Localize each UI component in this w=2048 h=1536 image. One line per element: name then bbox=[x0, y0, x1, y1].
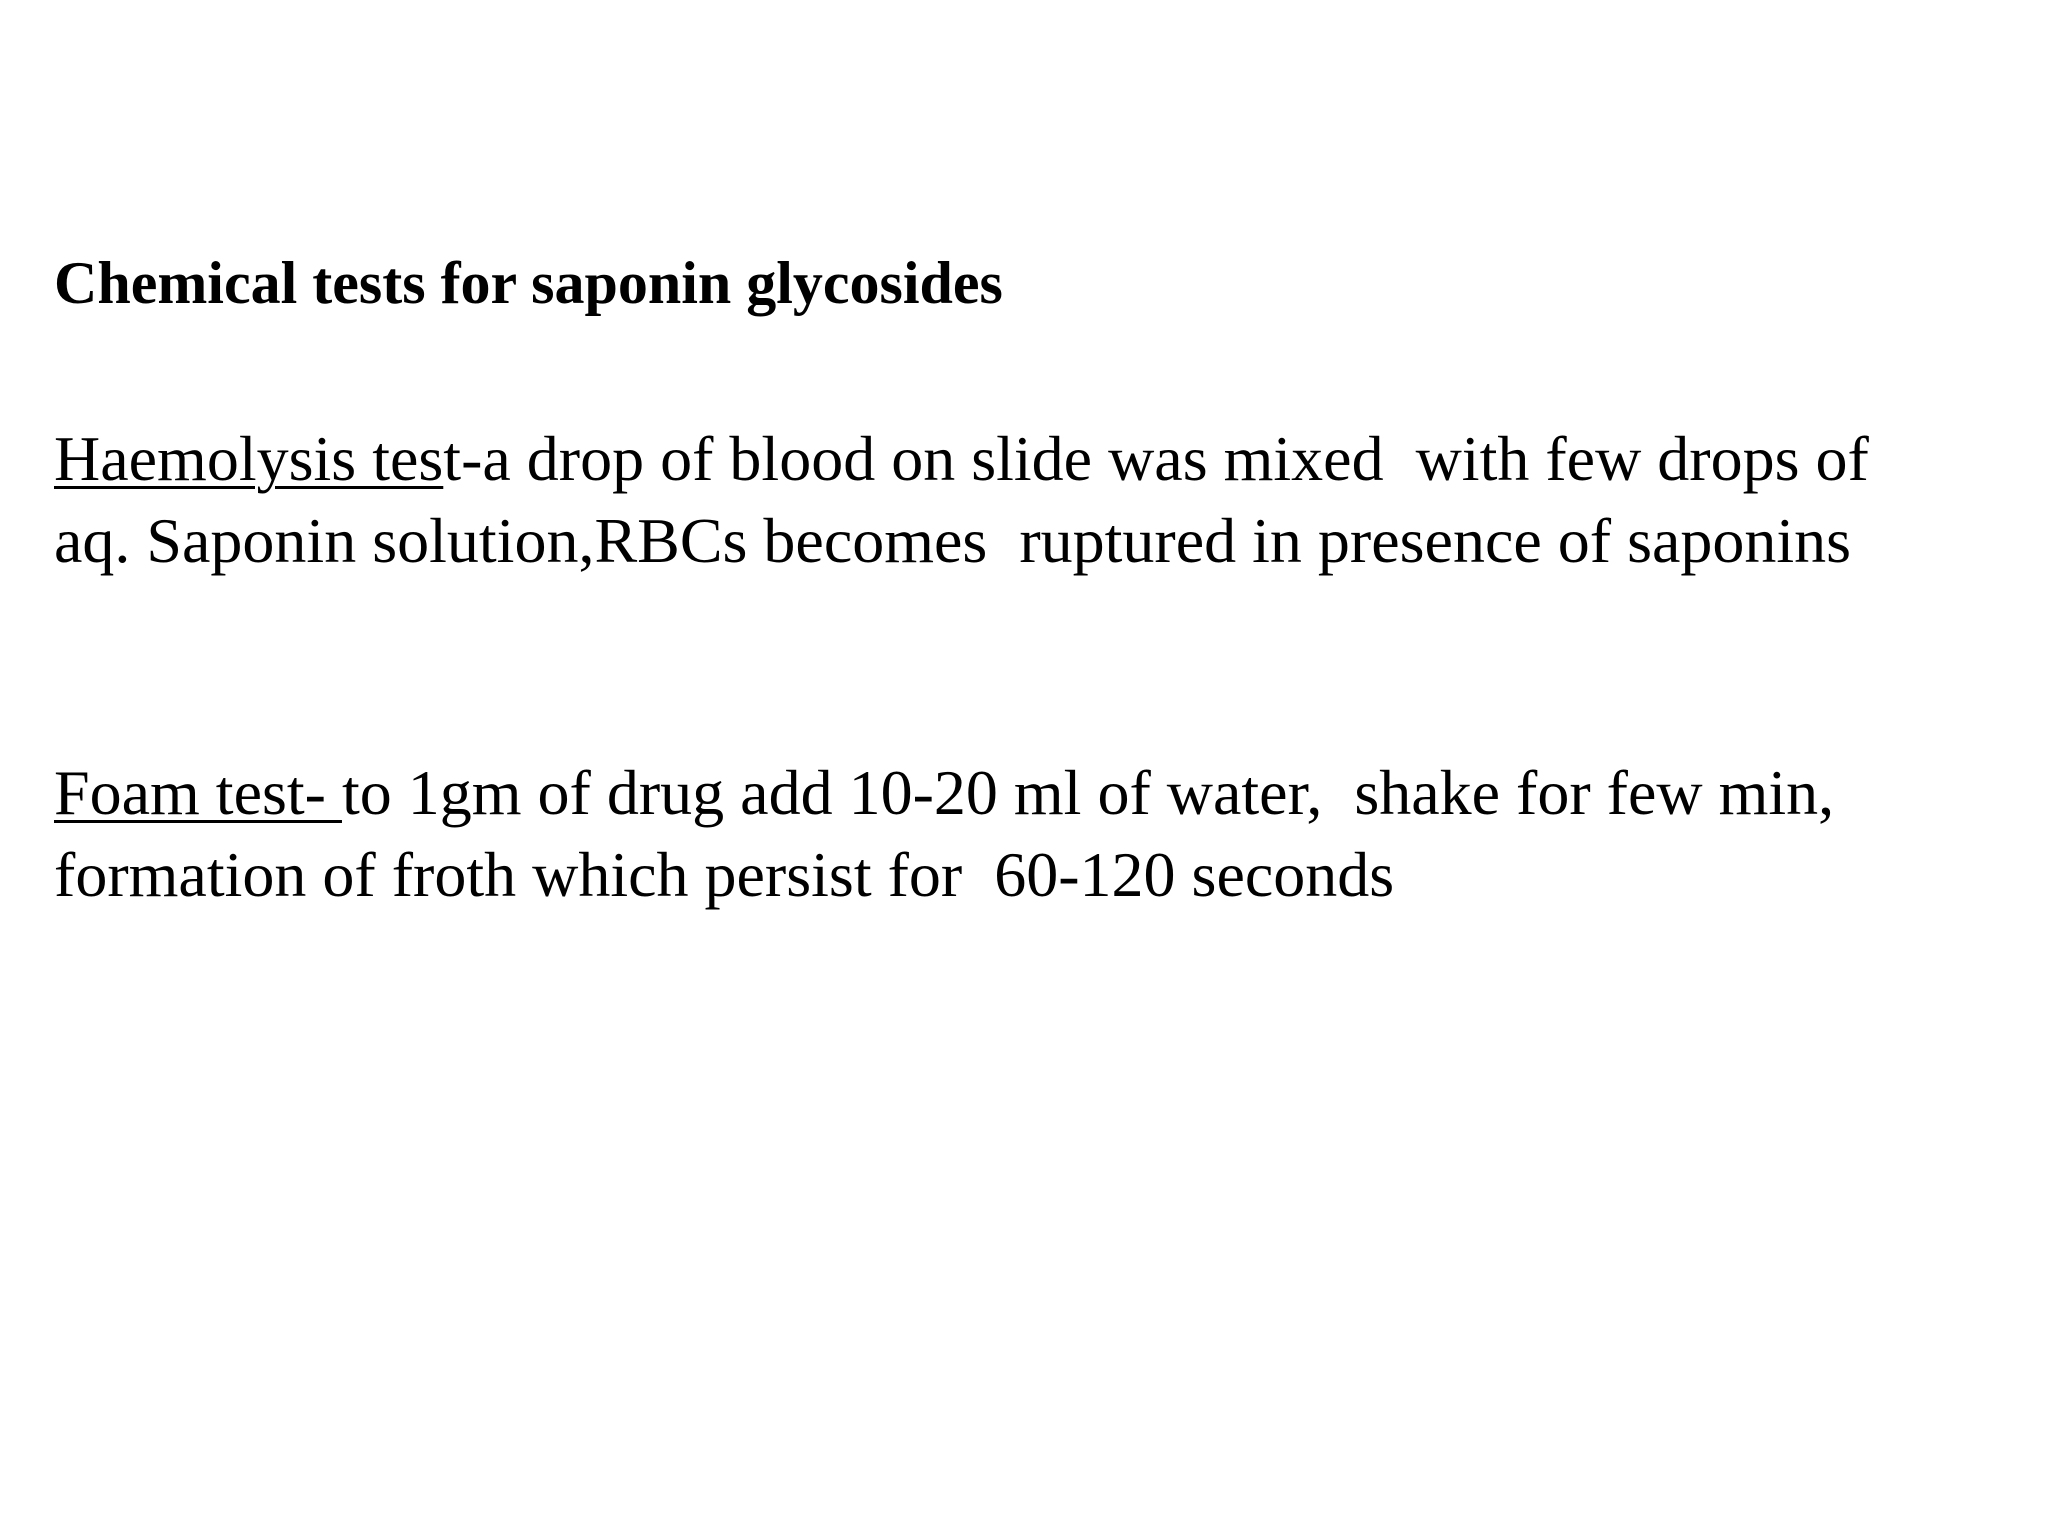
foam-test-line-2: formation of froth which persist for 60-120 seconds bbox=[54, 839, 1395, 910]
foam-test-paragraph bbox=[54, 752, 1834, 916]
haemolysis-test-line-1 bbox=[54, 418, 1869, 500]
slide-title: Chemical tests for saponin glycosides bbox=[54, 250, 1003, 316]
foam-test-line-1 bbox=[54, 752, 1834, 834]
foam-test-text: to 1gm of drug add 10-20 ml of water, shake for few min, bbox=[341, 757, 1835, 828]
foam-test-label: Foam test- bbox=[54, 757, 342, 828]
haemolysis-test-paragraph bbox=[54, 418, 1869, 582]
haemolysis-test-text: t-a drop of blood on slide was mixed with few drops of bbox=[443, 423, 1869, 494]
haemolysis-test-line-2: aq. Saponin solution,RBCs becomes ruptured in presence of saponins bbox=[54, 505, 1852, 576]
haemolysis-test-label: Haemolysis tes bbox=[54, 423, 444, 494]
